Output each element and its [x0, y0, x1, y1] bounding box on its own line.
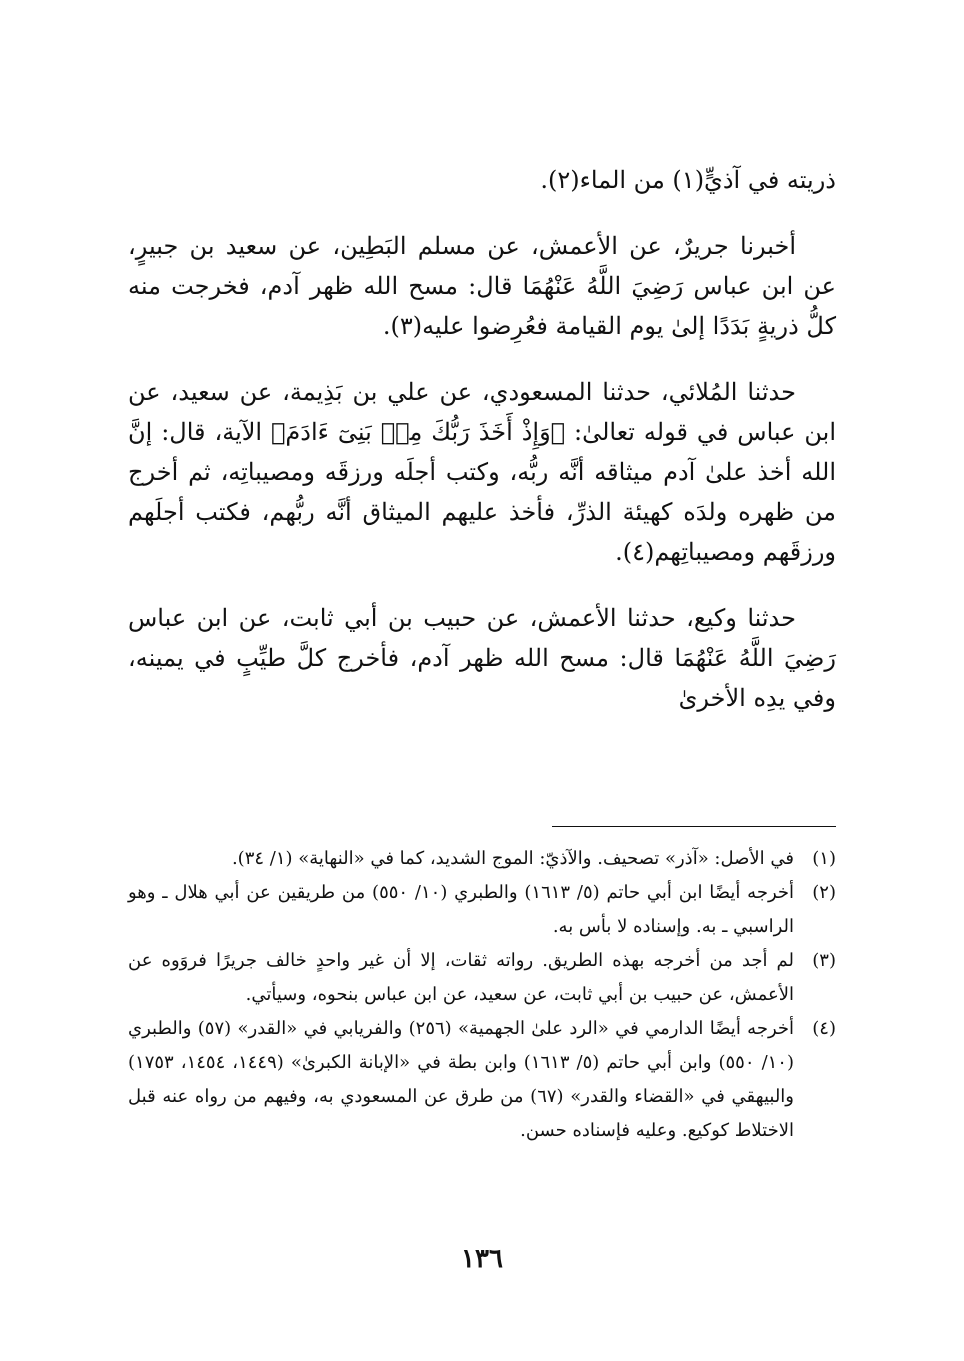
paragraph-2: أخبرنا جريرٌ، عن الأعمش، عن مسلم البَطِين، عن سعيد بن جبيرٍ، عن ابن عباس رَضِيَ اللَّهُ عَنْهُمَا قال: مسح الله ظهر آدم، فخرجت منه كلُّ ذريةٍ بَدَدًا إلىٰ يوم القيامة فعُرِضوا عليه(٣).: [128, 232, 836, 340]
footnote-3: [128, 944, 836, 1012]
footnote-number: (٣): [812, 950, 836, 971]
footnote-2: [128, 876, 836, 944]
footnote-4: [128, 1012, 836, 1148]
footnote-1: [128, 842, 836, 876]
footnote-number: (١): [812, 848, 836, 869]
footnote-text: في الأصل: «آذر» تصحيف. والآذيّ: الموج الشديد، كما في «النهاية» (١/ ٣٤).: [231, 848, 794, 869]
footnote-number: (٤): [812, 1018, 836, 1039]
paragraph-1: ذريته في آذيٍّ(١) من الماء(٢).: [540, 166, 836, 194]
page-number: ١٣٦: [461, 1244, 503, 1274]
footnote-divider: [552, 826, 836, 827]
paragraph-4: حدثنا وكيع، حدثنا الأعمش، عن حبيب بن أبي ثابت، عن ابن عباس رَضِيَ اللَّهُ عَنْهُمَا قال: مسح الله ظهر آدم، فأخرج كلَّ طيِّبٍ في يمينه، وفي يدِه الأخرىٰ: [128, 604, 836, 712]
footnote-text: أخرجه أيضًا الدارمي في «الرد علىٰ الجهمية» (٢٥٦) والفريابي في «القدر» (٥٧) والطبري (١٠/ ٥٥٠) وابن أبي حاتم (٥/ ١٦١٣) وابن بطة في «الإبانة الكبرىٰ» (١٤٤٩، ١٤٥٤، ١٧٥٣) والبيهقي في «القضاء والقدر» (٦٧) من طرق عن المسعودي به، وفيهم من رواه عنه قبل الاختلاط كوكيع. وعليه فإسناده حسن.: [128, 1018, 795, 1141]
footnote-text: أخرجه أيضًا ابن أبي حاتم (٥/ ١٦١٣) والطبري (١٠/ ٥٥٠) من طريقين عن أبي هلال ـ وهو الراسبي ـ به. وإسناده لا بأس به.: [128, 882, 795, 937]
footnotes: [128, 842, 836, 1148]
book-page: [128, 0, 836, 1361]
main-text: [128, 160, 836, 744]
paragraph-3: حدثنا المُلائي، حدثنا المسعودي، عن علي بن بَذِيمة، عن سعيد، عن ابن عباس في قوله تعالىٰ: ﴿وَإِذْ أَخَذَ رَبُّكَ مِنۢ بَنِىٓ ءَادَمَ﴾ الآية، قال: إنَّ الله أخذ علىٰ آدم ميثاقه أنَّه ربُّه، وكتب أجلَه ورزقَه ومصيباتِه، ثم أخرج من ظهره ولدَه كهيئة الذرِّ، فأخذ عليهم الميثاق أنَّه ربُّهم، فكتب أجلَهم ورزقَهم ومصيباتِهم(٤).: [128, 378, 837, 566]
footnote-number: (٢): [812, 882, 836, 903]
footnote-text: لم أجد من أخرجه بهذه الطريق. رواته ثقات، إلا أن غير واحدٍ خالف جريرًا فروَوه عن الأعمش، عن حبيب بن أبي ثابت، عن سعيد، عن ابن عباس بنحوه، وسيأتي.: [128, 950, 794, 1005]
